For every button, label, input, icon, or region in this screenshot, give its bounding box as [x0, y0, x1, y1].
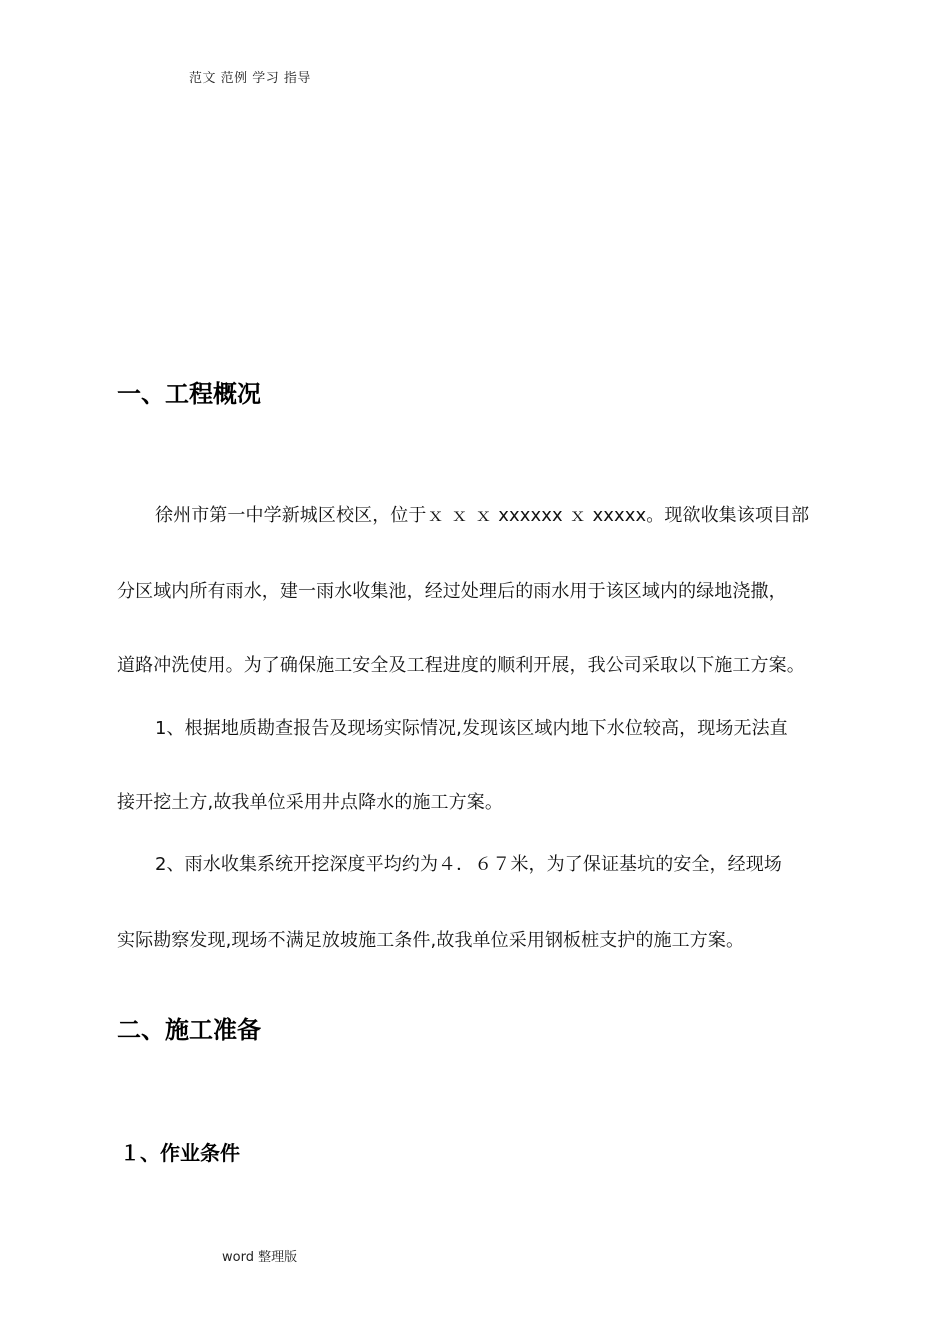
- section-2-title: 二、施工准备: [117, 1016, 261, 1044]
- subsection-2-1-title: １、作业条件: [120, 1141, 240, 1165]
- page-header: 范文 范例 学习 指导: [189, 71, 311, 86]
- item-1-line-1: 1、根据地质勘查报告及现场实际情况,发现该区域内地下水位较高，现场无法直: [155, 718, 788, 739]
- item-1-line-2: 接开挖土方,故我单位采用井点降水的施工方案。: [117, 792, 503, 813]
- section-1-title: 一、工程概况: [117, 380, 261, 408]
- paragraph-1-line-2: 分区域内所有雨水，建一雨水收集池，经过处理后的雨水用于该区域内的绿地浇撒，: [117, 581, 787, 602]
- page-footer: word 整理版: [222, 1250, 298, 1265]
- paragraph-1-line-3: 道路冲洗使用。为了确保施工安全及工程进度的顺利开展，我公司采取以下施工方案。: [117, 655, 805, 676]
- item-2-line-1: 2、雨水收集系统开挖深度平均约为４．６７米，为了保证基坑的安全，经现场: [155, 854, 782, 875]
- item-2-line-2: 实际勘察发现,现场不满足放坡施工条件,故我单位采用钢板桩支护的施工方案。: [117, 930, 745, 951]
- paragraph-1-line-1: 徐州市第一中学新城区校区，位于ｘ ｘ ｘ xxxxxx ｘ xxxxx。现欲收集该项目部: [155, 505, 810, 526]
